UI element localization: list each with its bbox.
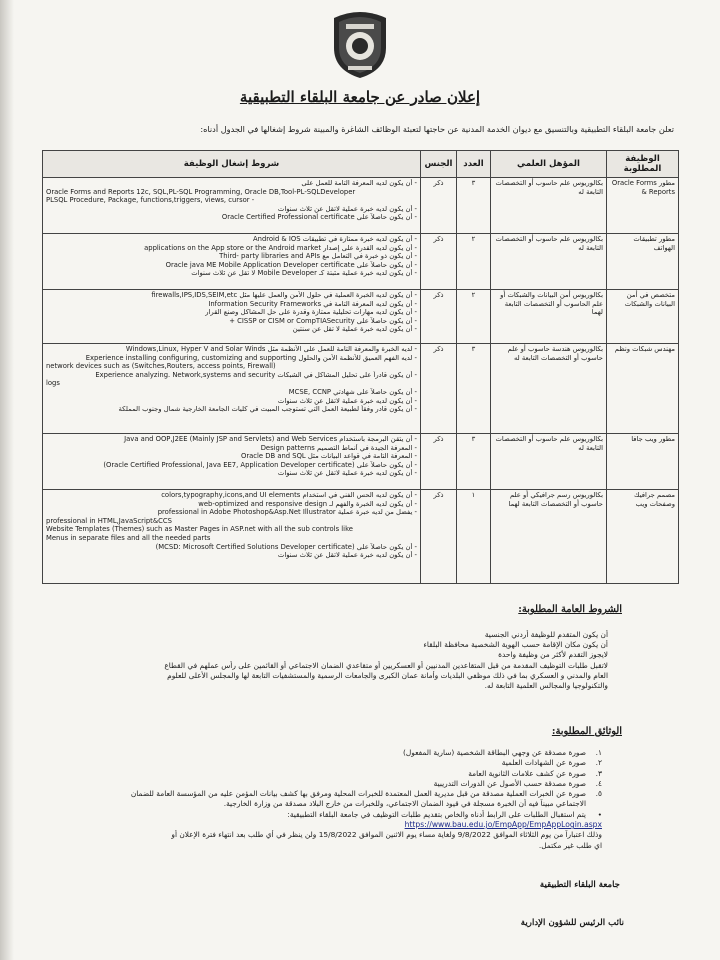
- list-item: أن يكون المتقدم للوظيفة أردني الجنسية: [484, 630, 608, 639]
- requirement-line: - أن يكون حاصلاً على Oracle java ME Mobile Application Developer certificate: [165, 260, 417, 269]
- requirement-line: - أن يتقن البرمجة باستخدام Java and OOP,J2EE (Mainly JSP and Servlets) and Web Services: [124, 435, 417, 443]
- list-item: والتكنولوجيا والمجالس العلمية التابعة له.: [484, 681, 608, 691]
- announcement-intro: تعلن جامعة البلقاء التطبيقية وبالتنسيق مع ديوان الخدمة المدنية عن حاجتها لتعبئة الوظائف الشاغرة والمبينة شروط إشغالها في الجدول أدناه:: [200, 124, 674, 134]
- header-job: الوظيفة المطلوبة: [607, 151, 679, 178]
- requirement-line: - لديه الفهم العميق للأنظمة الأمن والحلول Experience installing configuring, customizing and supporting: [85, 353, 417, 362]
- requirement-line: - أن يكون لديه خبرة عملية مثبتة كـ Mobile Developer لا تقل عن ثلاث سنوات: [191, 269, 417, 278]
- job-title-cell: مطور تطبيقات الهواتف: [607, 234, 679, 290]
- count-cell: ٣: [457, 344, 491, 434]
- requirement-line: - أن يكون لديه القدرة على إصدار applications on the App store or the Android market: [144, 243, 417, 252]
- count-cell: ١: [457, 490, 491, 584]
- count-cell: ٣: [457, 178, 491, 234]
- list-item: ٤.صورة مصدقة حسب الأصول عن الدورات التدريبية: [433, 778, 602, 788]
- requirement-line: professional in HTML,JavaScript&CCS: [46, 516, 172, 525]
- list-item: لايجوز التقدم لأكثر من وظيفة واحدة: [498, 650, 608, 660]
- application-link[interactable]: https://www.bau.edu.jo/EmpApp/EmpAppLogin.aspx: [404, 820, 602, 830]
- gender-cell: ذكر: [421, 490, 457, 584]
- requirement-line: - أن يكون لديه خبرة عملية لاتقل عن ثلاث سنوات: [277, 551, 417, 560]
- general-conditions-list: [40, 630, 608, 691]
- table-row: [43, 290, 679, 344]
- list-item: ٥.صورة عن الخبرات العملية مصدقة من قبل مديرية العمل المعتمدة للخبرات المحلية ومرفق بها كشف بيانات المؤمن عليه من المؤسسة العامة للضمان: [130, 789, 602, 799]
- signature-org: جامعة البلقاء التطبيقية: [539, 880, 620, 890]
- job-title-cell: مطور ويب جافا: [607, 434, 679, 490]
- page-edge-shadow: [0, 0, 14, 960]
- documents-heading: الوثائق المطلوبة:: [551, 726, 622, 737]
- job-title-cell: مصمم جرافيك وصفحات ويب: [607, 490, 679, 584]
- requirement-line: - أن يكون قادراً على تحليل المشاكل في الشبكات Experience analyzing. Network,systems and security: [95, 370, 417, 379]
- deadline-line: وذلك اعتباراً من يوم الثلاثاء الموافق 9/8/2022 ولغاية مساء يوم الاثنين الموافق 15/8/2022 ولن ينظر في أي طلب بعد انتهاء فترة الإعلان أو: [171, 830, 602, 840]
- requirement-line: - أن يكون لديه مهارات تحليلية ممتازة وقدرة على حل المشاكل وصنع القرار: [205, 308, 417, 317]
- qualification-cell: بكالوريوس علم حاسوب أو التخصصات التابعة له: [491, 178, 607, 234]
- requirements-cell: [43, 490, 421, 584]
- announcement-title: إعلان صادر عن جامعة البلقاء التطبيقية: [239, 88, 481, 106]
- gender-cell: ذكر: [421, 290, 457, 344]
- gender-cell: ذكر: [421, 234, 457, 290]
- requirement-line: - أن يكون لديه خبرة عملية لا تقل عن سنتين: [292, 325, 417, 334]
- table-row: [43, 434, 679, 490]
- requirement-line: Menus in separate files and all the needed parts: [46, 533, 211, 542]
- deadline-line: اي طلب غير مكتمل.: [538, 840, 602, 850]
- requirement-line: network devices such as (Switches,Routers, access points, Firewall): [46, 362, 276, 371]
- gender-cell: ذكر: [421, 178, 457, 234]
- requirement-line: - أن يكون لديه خبرة عملية لاتقل عن ثلاث سنوات: [277, 469, 417, 478]
- requirements-cell: [43, 344, 421, 434]
- count-cell: ٢: [457, 234, 491, 290]
- signature-role: نائب الرئيس للشؤون الإدارية: [520, 918, 624, 928]
- table-header-row: [43, 151, 679, 178]
- requirement-line: - أن يكون لديه خبرة عملية لاتقل عن ثلاث سنوات: [277, 204, 417, 213]
- requirement-line: - أن يكون لديه خبرة عملية لاتقل عن ثلاث سنوات: [277, 396, 417, 405]
- requirement-line: - يفضل من لديه خبرة عملية professional in Adobe Photoshop&Asp.Net Illustrator: [157, 508, 417, 517]
- list-item: ٣.صورة عن كشف علامات الثانوية العامة: [468, 768, 602, 778]
- requirement-line: - أن يكون حاصلاً على (Oracle Certified Professional, Java EE7, Application Developer certificate): [103, 460, 417, 469]
- qualification-cell: بكالوريوس علم حاسوب أو التخصصات التابعة له: [491, 234, 607, 290]
- qualification-cell: بكالوريوس علم حاسوب أو التخصصات التابعة له: [491, 434, 607, 490]
- qualification-cell: بكالوريوس هندسة حاسوب أو علم حاسوب أو التخصصات التابعة له: [491, 344, 607, 434]
- requirement-line: Website Templates (Themes) such as Master Pages in ASP.net with all the sub controls like: [46, 525, 353, 534]
- requirement-line: - أن يكون لديه الخبرة العملية في حلول الأمن والعمل عليها مثل firewalls,IPS,IDS,SEIM,etc: [151, 291, 417, 299]
- count-cell: ٣: [457, 434, 491, 490]
- requirements-cell: [43, 234, 421, 290]
- requirement-line: - أن يكون حاصلاً على (MCSD: Microsoft Certified Solutions Developer certificate): [155, 542, 417, 551]
- requirement-line: - أن يكون لديه الخبرة والفهم لـ web-optimized and responsive design: [198, 499, 417, 508]
- university-logo-icon: [328, 8, 392, 80]
- list-item: ٢.صورة عن الشهادات العلمية: [501, 758, 602, 768]
- table-row: [43, 178, 679, 234]
- requirement-line: logs: [46, 379, 60, 388]
- qualification-cell: بكالوريوس أمن البيانات والشبكات أو علم الحاسوب أو التخصصات التابعة لهما: [491, 290, 607, 344]
- list-item: أن يكون مكان الإقامة حسب الهوية الشخصية محافظة البلقاء: [423, 640, 608, 650]
- qualification-cell: بكالوريوس رسم جرافيكي أو علم حاسوب أو التخصصات التابعة لهما: [491, 490, 607, 584]
- table-row: [43, 490, 679, 584]
- gender-cell: ذكر: [421, 434, 457, 490]
- requirement-line: - أن يكون لديه المعرفة التامة للعمل على: [301, 179, 417, 187]
- requirements-cell: [43, 290, 421, 344]
- list-item: •يتم استقبال الطلبات على الرابط أدناه والخاص بتقديم طلبات التوظيف في جامعة البلقاء التطبيقية:: [287, 809, 602, 819]
- header-requirements: شروط إشغال الوظيفة: [43, 151, 421, 178]
- job-title-cell: متخصص في أمن البيانات والشبكات: [607, 290, 679, 344]
- requirement-line: PLSQL Procedure, Package, functions,triggers, views, cursor -: [46, 196, 255, 205]
- requirement-line: - أن يكون قادر وفقاً لطبيعة العمل التي تستوجب المبيت في كليات الجامعة الخارجية شمال وجنوب المملكة: [118, 405, 417, 414]
- requirement-line: - أن يكون لديه المعرفة التامة في Information Security Frameworks: [208, 299, 417, 308]
- requirement-line: - أن يكون حاصلاً على CISSP or CISM or CompTIASecurity +: [229, 316, 417, 325]
- requirement-line: - المعرفة التامة في قواعد البيانات مثل Oracle DB and SQL: [240, 452, 417, 461]
- table-row: [43, 234, 679, 290]
- list-item: العام والمدني و العسكري بما في ذلك موظفي البلديات وأمانة عمان الكبرى والجامعات الرسمية والمستشفيات التابعة لها والمجلس الأعلى للعلوم: [167, 670, 608, 680]
- requirements-cell: [43, 178, 421, 234]
- general-conditions-heading: الشروط العامة المطلوبة:: [518, 604, 622, 615]
- table-row: [43, 344, 679, 434]
- job-title-cell: مطور Oracle Forms & Reports: [607, 178, 679, 234]
- count-cell: ٢: [457, 290, 491, 344]
- jobs-table: [42, 150, 679, 584]
- requirement-line: Oracle Forms and Reports 12c, SQL,PL-SQL Programming, Oracle DB,Tool-PL-SQLDeveloper: [46, 187, 356, 196]
- gender-cell: ذكر: [421, 344, 457, 434]
- requirement-line: - أن يكون حاصلاً على Oracle Certified Professional certificate: [221, 213, 417, 222]
- requirements-cell: [43, 434, 421, 490]
- requirement-line: - أن يكون لديه خبرة ممتازة في تطبيقات Android & IOS: [252, 235, 417, 243]
- header-count: العدد: [457, 151, 491, 178]
- requirement-line: - أن يكون ذو خبرة في التعامل مع Third- party libraries and APIs: [219, 252, 417, 261]
- requirement-line: - لديه الخبرة والمعرفة التامة للعمل على الأنظمة مثل Windows,Linux, Hyper V and Solar Winds: [125, 345, 417, 353]
- requirement-line: - المعرفة الجيدة في أنماط التصميم Design patterns: [260, 443, 417, 452]
- header-qualification: المؤهل العلمي: [491, 151, 607, 178]
- list-item: لاتقبل طلبات التوظيف المقدمة من قبل المتقاعدين المدنيين أو العسكريين أو متقاعدي الضمان الاجتماعي أو القائمين على رأس عملهم في القطاع: [164, 660, 608, 670]
- list-item: الاجتماعي مبيناً فيه أن الخبرة مسجلة في قيود الضمان الاجتماعي، وللخبرات من خارج البلاد مصدقة من وزارة الخارجية.: [223, 799, 586, 809]
- list-item: ١.صورة مصدقة عن وجهي البطاقة الشخصية (سارية المفعول): [403, 748, 602, 757]
- requirement-line: - أن يكون لديه الحس الفني في استخدام colors,typography,icons,and UI elements: [161, 491, 417, 499]
- documents-list: [40, 748, 602, 851]
- header-gender: الجنس: [421, 151, 457, 178]
- job-title-cell: مهندس شبكات ونظم: [607, 344, 679, 434]
- requirement-line: - أن يكون حاصلاً على شهادتي MCSE, CCNP: [288, 387, 417, 396]
